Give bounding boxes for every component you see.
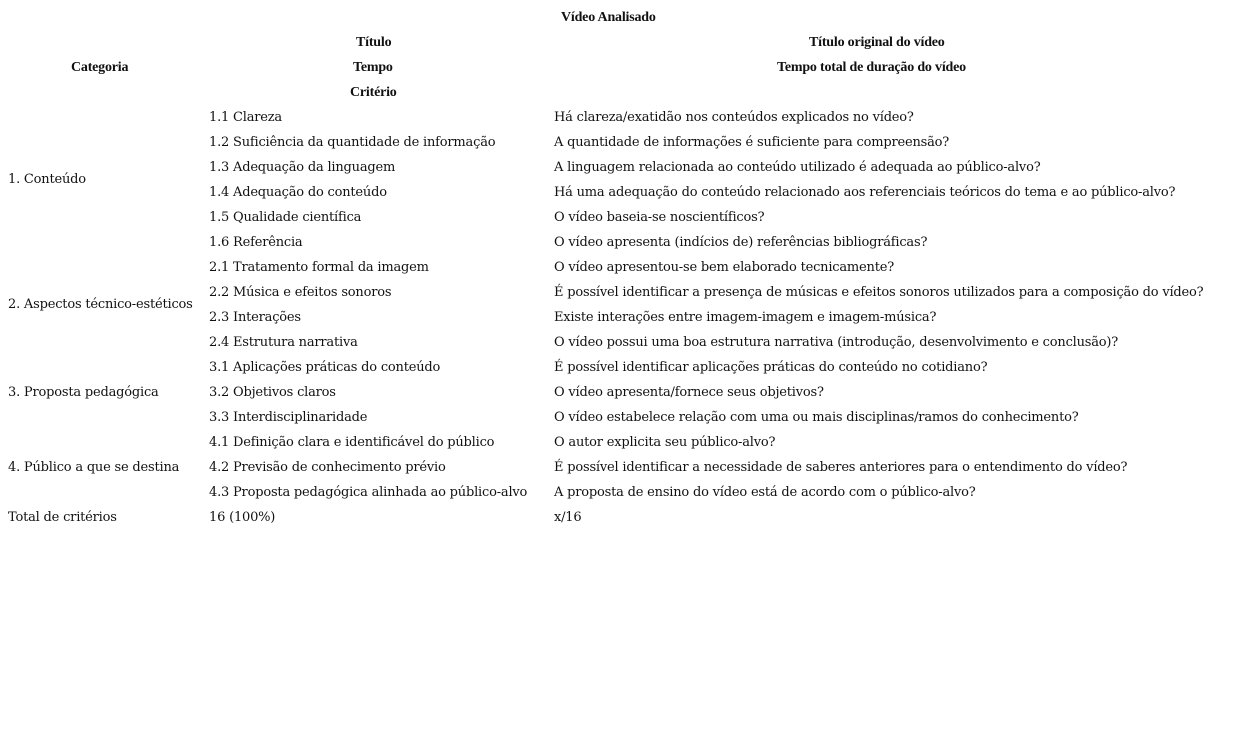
criterion-cell: 1.5 Qualidade científica	[209, 210, 362, 225]
question-cell: Há uma adequação do conteúdo relacionado aos referenciais teóricos do tema e ao público-alvo?	[554, 185, 1176, 200]
criterion-cell: 1.2 Suficiência da quantidade de informação	[209, 135, 496, 150]
table-row	[0, 380, 1241, 405]
table-row	[0, 155, 1241, 180]
question-cell: É possível identificar a presença de músicas e efeitos sonoros utilizados para a composição do vídeo?	[554, 285, 1204, 300]
total-row	[0, 505, 1241, 530]
criterion-cell: 2.4 Estrutura narrativa	[209, 335, 358, 350]
question-cell: A proposta de ensino do vídeo está de acordo com o público-alvo?	[554, 485, 976, 500]
criterion-cell: 1.3 Adequação da linguagem	[209, 160, 396, 175]
question-cell: A linguagem relacionada ao conteúdo utilizado é adequada ao público-alvo?	[554, 160, 1041, 175]
question-cell: O vídeo apresentou-se bem elaborado tecnicamente?	[554, 260, 895, 275]
header-row-tempo	[0, 55, 1241, 80]
table-row	[0, 305, 1241, 330]
criterion-cell: 1.1 Clareza	[209, 110, 282, 125]
criterion-cell: 4.2 Previsão de conhecimento prévio	[209, 460, 446, 475]
question-cell: O vídeo apresenta (indícios de) referências bibliográficas?	[554, 235, 928, 250]
criterio-heading: Critério	[350, 85, 397, 100]
criterion-cell: 2.2 Música e efeitos sonoros	[209, 285, 392, 300]
table-row	[0, 330, 1241, 355]
table-row	[0, 130, 1241, 155]
question-cell: O autor explicita seu público-alvo?	[554, 435, 776, 450]
question-cell: Há clareza/exatidão nos conteúdos explicados no vídeo?	[554, 110, 914, 125]
categoria-heading: Categoria	[71, 60, 129, 75]
question-cell: Existe interações entre imagem-imagem e imagem-música?	[554, 310, 937, 325]
category-proposta-pedagogica: 3. Proposta pedagógica	[8, 385, 159, 400]
question-cell: O vídeo baseia-se noscientíficos?	[554, 210, 765, 225]
header-row-criterio	[0, 80, 1241, 105]
table-row	[0, 280, 1241, 305]
tempo-total-heading: Tempo total de duração do vídeo	[777, 60, 966, 75]
header-row-titulo	[0, 30, 1241, 55]
criterion-cell: 4.1 Definição clara e identificável do público	[209, 435, 495, 450]
table-row	[0, 230, 1241, 255]
category-conteudo: 1. Conteúdo	[8, 172, 86, 187]
criterion-cell: 3.3 Interdisciplinaridade	[209, 410, 368, 425]
question-cell: O vídeo possui uma boa estrutura narrativa (introdução, desenvolvimento e conclusão)?	[554, 335, 1119, 350]
total-count: 16 (100%)	[209, 510, 276, 525]
total-score: x/16	[554, 510, 582, 525]
table-row	[0, 355, 1241, 380]
table-row	[0, 205, 1241, 230]
category-publico: 4. Público a que se destina	[8, 460, 180, 475]
header-row-video	[0, 5, 1241, 30]
criterion-cell: 4.3 Proposta pedagógica alinhada ao público-alvo	[209, 485, 528, 500]
category-aspectos-tecnico-esteticos: 2. Aspectos técnico-estéticos	[8, 297, 193, 312]
question-cell: O vídeo estabelece relação com uma ou mais disciplinas/ramos do conhecimento?	[554, 410, 1079, 425]
criterion-cell: 3.1 Aplicações práticas do conteúdo	[209, 360, 441, 375]
table-row	[0, 180, 1241, 205]
tempo-heading: Tempo	[353, 60, 393, 75]
titulo-original-heading: Título original do vídeo	[809, 35, 945, 50]
total-label: Total de critérios	[8, 510, 117, 525]
criterion-cell: 3.2 Objetivos claros	[209, 385, 336, 400]
table-row	[0, 455, 1241, 480]
table-row	[0, 430, 1241, 455]
video-analisado-heading: Vídeo Analisado	[561, 10, 656, 25]
criterion-cell: 2.1 Tratamento formal da imagem	[209, 260, 429, 275]
question-cell: É possível identificar aplicações práticas do conteúdo no cotidiano?	[554, 360, 988, 375]
question-cell: O vídeo apresenta/fornece seus objetivos?	[554, 385, 824, 400]
criterion-cell: 2.3 Interações	[209, 310, 301, 325]
titulo-heading: Título	[356, 35, 392, 50]
table-row	[0, 255, 1241, 280]
table-row	[0, 105, 1241, 130]
question-cell: A quantidade de informações é suficiente para compreensão?	[554, 135, 950, 150]
criterion-cell: 1.4 Adequação do conteúdo	[209, 185, 387, 200]
question-cell: É possível identificar a necessidade de saberes anteriores para o entendimento do vídeo?	[554, 460, 1128, 475]
table-row	[0, 405, 1241, 430]
table-row	[0, 480, 1241, 505]
criterion-cell: 1.6 Referência	[209, 235, 303, 250]
